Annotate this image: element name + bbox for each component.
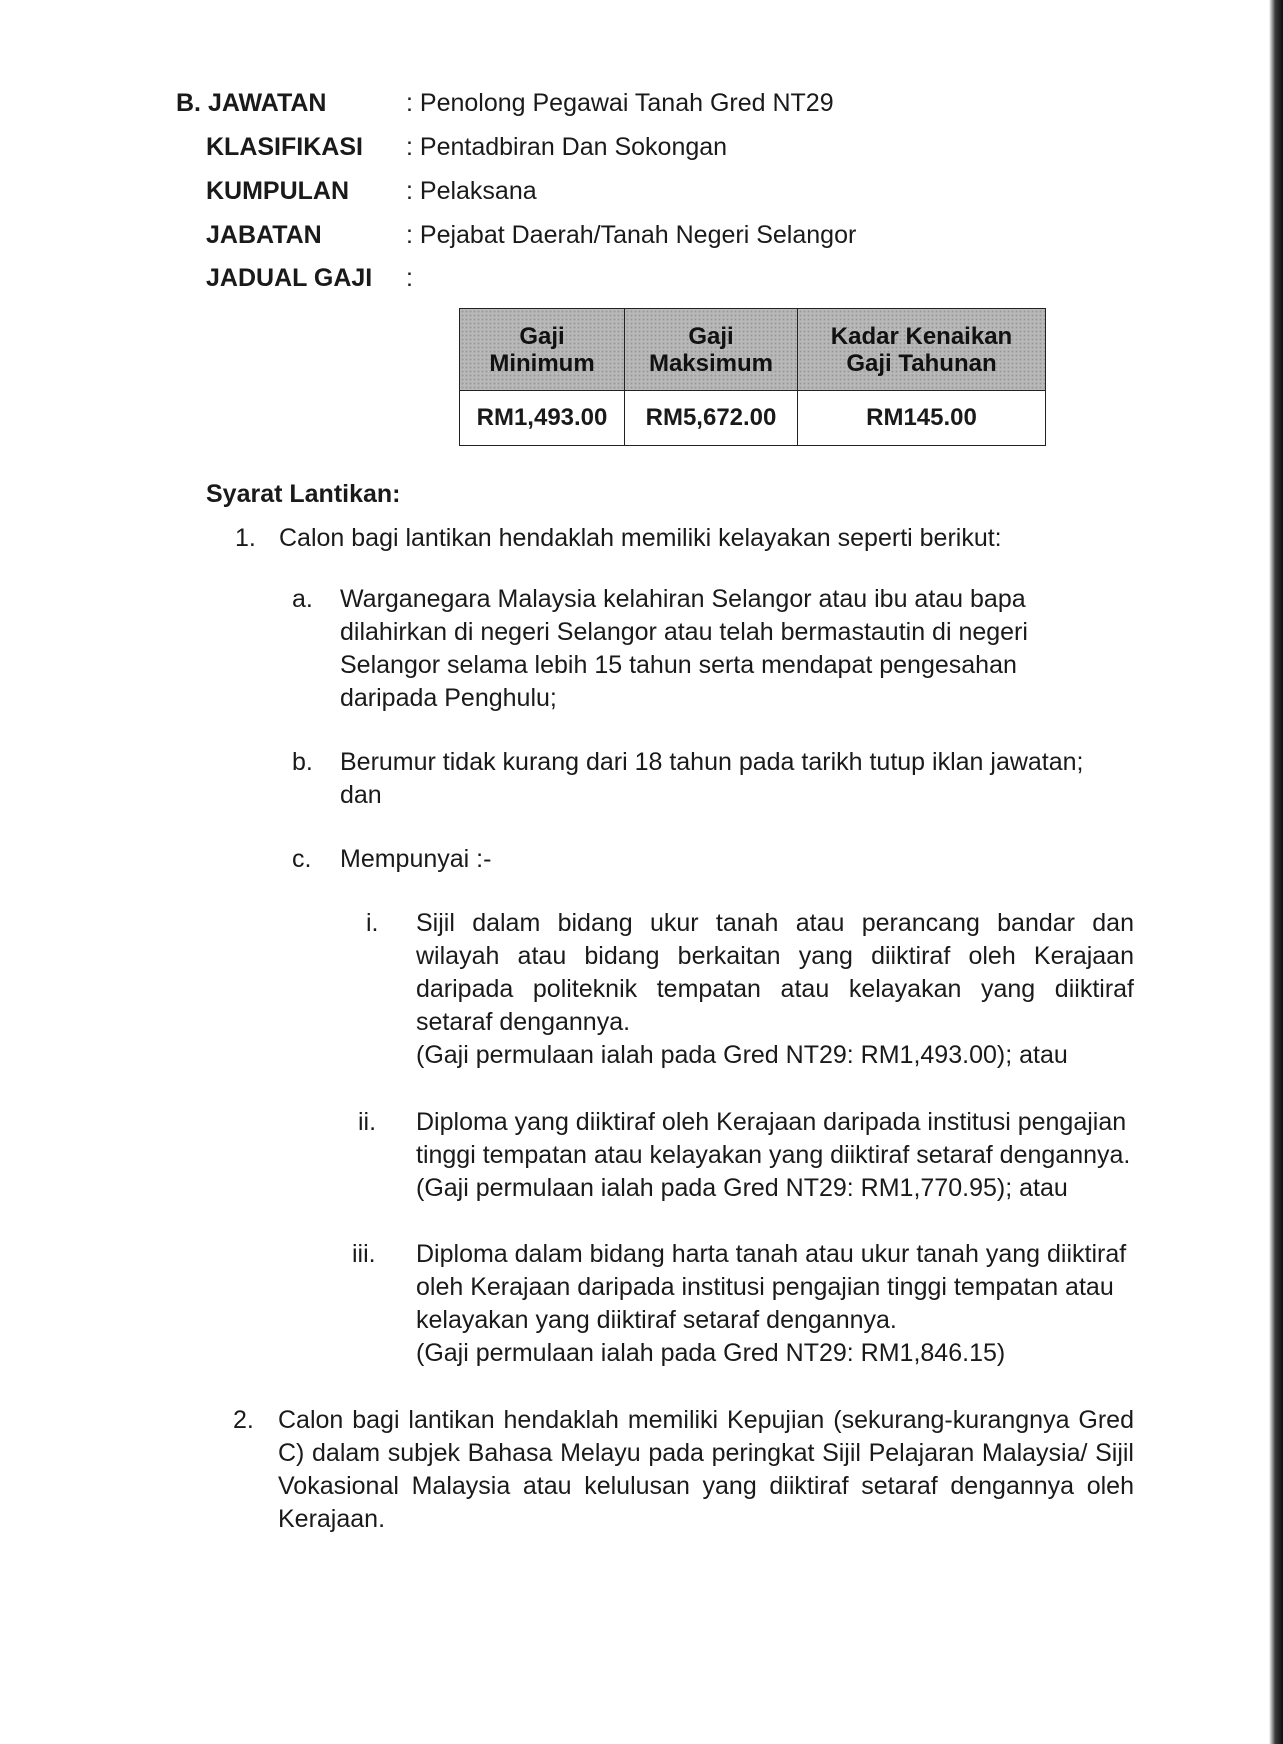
item-1-number: 1. xyxy=(235,524,256,552)
item-c-ii-text xyxy=(416,1106,1156,1205)
jadual-gaji-label: JADUAL GAJI xyxy=(206,264,373,292)
table-row xyxy=(460,391,1046,446)
item-c-text: Mempunyai :- xyxy=(340,845,492,873)
klasifikasi-label: KLASIFIKASI xyxy=(206,133,363,161)
text-line: Diploma yang diiktiraf oleh Kerajaan daripada institusi pengajian xyxy=(416,1108,1127,1136)
jabatan-value: : Pejabat Daerah/Tanah Negeri Selangor xyxy=(406,221,857,249)
text-line: Kerajaan. xyxy=(278,1505,386,1533)
text-line: tinggi tempatan atau kelayakan yang diiktiraf setaraf dengannya. xyxy=(416,1141,1131,1169)
text-line: (Gaji permulaan ialah pada Gred NT29: RM1,770.95); atau xyxy=(416,1174,1068,1202)
text-line: Warganegara Malaysia kelahiran Selangor atau ibu atau bapa xyxy=(340,585,1026,613)
header-gaji-minimum xyxy=(460,309,625,391)
item-c-i-marker: i. xyxy=(366,909,379,937)
item-a-marker: a. xyxy=(292,585,313,613)
text-line: wilayah atau bidang berkaitan yang diiktiraf oleh Kerajaan xyxy=(416,942,1134,970)
text-line: C) dalam subjek Bahasa Melayu pada peringkat Sijil Pelajaran Malaysia/ Sijil xyxy=(278,1439,1134,1467)
item-c-iii-text xyxy=(416,1238,1156,1370)
text-line: Vokasional Malaysia atau kelulusan yang diiktiraf setaraf dengannya oleh xyxy=(278,1472,1134,1500)
header-line: Kadar Kenaikan xyxy=(830,322,1013,350)
text-line: Calon bagi lantikan hendaklah memiliki Kepujian (sekurang-kurangnya Gred xyxy=(278,1406,1134,1434)
item-c-ii-marker: ii. xyxy=(358,1108,377,1136)
text-line: Diploma dalam bidang harta tanah atau ukur tanah yang diiktiraf xyxy=(416,1240,1127,1268)
scan-edge-shadow xyxy=(1269,0,1283,1744)
text-line: dan xyxy=(340,781,382,809)
text-line: kelayakan yang diiktiraf setaraf dengannya. xyxy=(416,1306,897,1334)
text-line: setaraf dengannya. xyxy=(416,1008,631,1036)
text-line: (Gaji permulaan ialah pada Gred NT29: RM1,493.00); atau xyxy=(416,1041,1068,1069)
syarat-lantikan-title: Syarat Lantikan: xyxy=(206,480,401,508)
text-line: dilahirkan di negeri Selangor atau telah bermastautin di negeri xyxy=(340,618,1028,646)
text-line: Sijil dalam bidang ukur tanah atau perancang bandar dan xyxy=(416,909,1134,937)
jawatan-value: : Penolong Pegawai Tanah Gred NT29 xyxy=(406,89,834,117)
kumpulan-label: KUMPULAN xyxy=(206,177,350,205)
text-line: oleh Kerajaan daripada institusi pengajian tinggi tempatan atau xyxy=(416,1273,1114,1301)
item-a-text xyxy=(340,583,1060,715)
item-c-i-text xyxy=(416,907,1134,1072)
jawatan-label: B. JAWATAN xyxy=(176,89,327,117)
salary-table-header-row xyxy=(460,309,1046,391)
header-kadar-kenaikan xyxy=(798,309,1046,391)
header-line: Minimum xyxy=(489,349,595,377)
item-c-marker: c. xyxy=(292,845,312,873)
text-line: daripada Penghulu; xyxy=(340,684,557,712)
text-line: Berumur tidak kurang dari 18 tahun pada tarikh tutup iklan jawatan; xyxy=(340,748,1084,776)
item-1-text: Calon bagi lantikan hendaklah memiliki kelayakan seperti berikut: xyxy=(279,524,1002,552)
jabatan-label: JABATAN xyxy=(206,221,322,249)
header-line: Maksimum xyxy=(648,349,774,377)
salary-table xyxy=(459,308,1046,446)
header-line: Gaji xyxy=(519,322,565,350)
text-line: (Gaji permulaan ialah pada Gred NT29: RM1,846.15) xyxy=(416,1339,1006,1367)
klasifikasi-value: : Pentadbiran Dan Sokongan xyxy=(406,133,728,161)
header-gaji-maksimum xyxy=(625,309,798,391)
item-c-iii-marker: iii. xyxy=(352,1240,376,1268)
header-line: Gaji Tahunan xyxy=(846,349,997,377)
cell-kadar-kenaikan: RM145.00 xyxy=(798,391,1046,446)
item-b-marker: b. xyxy=(292,748,313,776)
item-2-text xyxy=(278,1404,1134,1536)
jadual-gaji-value: : xyxy=(406,264,413,292)
item-2-number: 2. xyxy=(233,1406,254,1434)
cell-gaji-maksimum: RM5,672.00 xyxy=(625,391,798,446)
item-b-text xyxy=(340,746,1120,812)
cell-gaji-minimum: RM1,493.00 xyxy=(460,391,625,446)
kumpulan-value: : Pelaksana xyxy=(406,177,537,205)
text-line: daripada politeknik tempatan atau kelayakan yang diiktiraf xyxy=(416,975,1134,1003)
text-line: Selangor selama lebih 15 tahun serta mendapat pengesahan xyxy=(340,651,1017,679)
header-line: Gaji xyxy=(688,322,734,350)
